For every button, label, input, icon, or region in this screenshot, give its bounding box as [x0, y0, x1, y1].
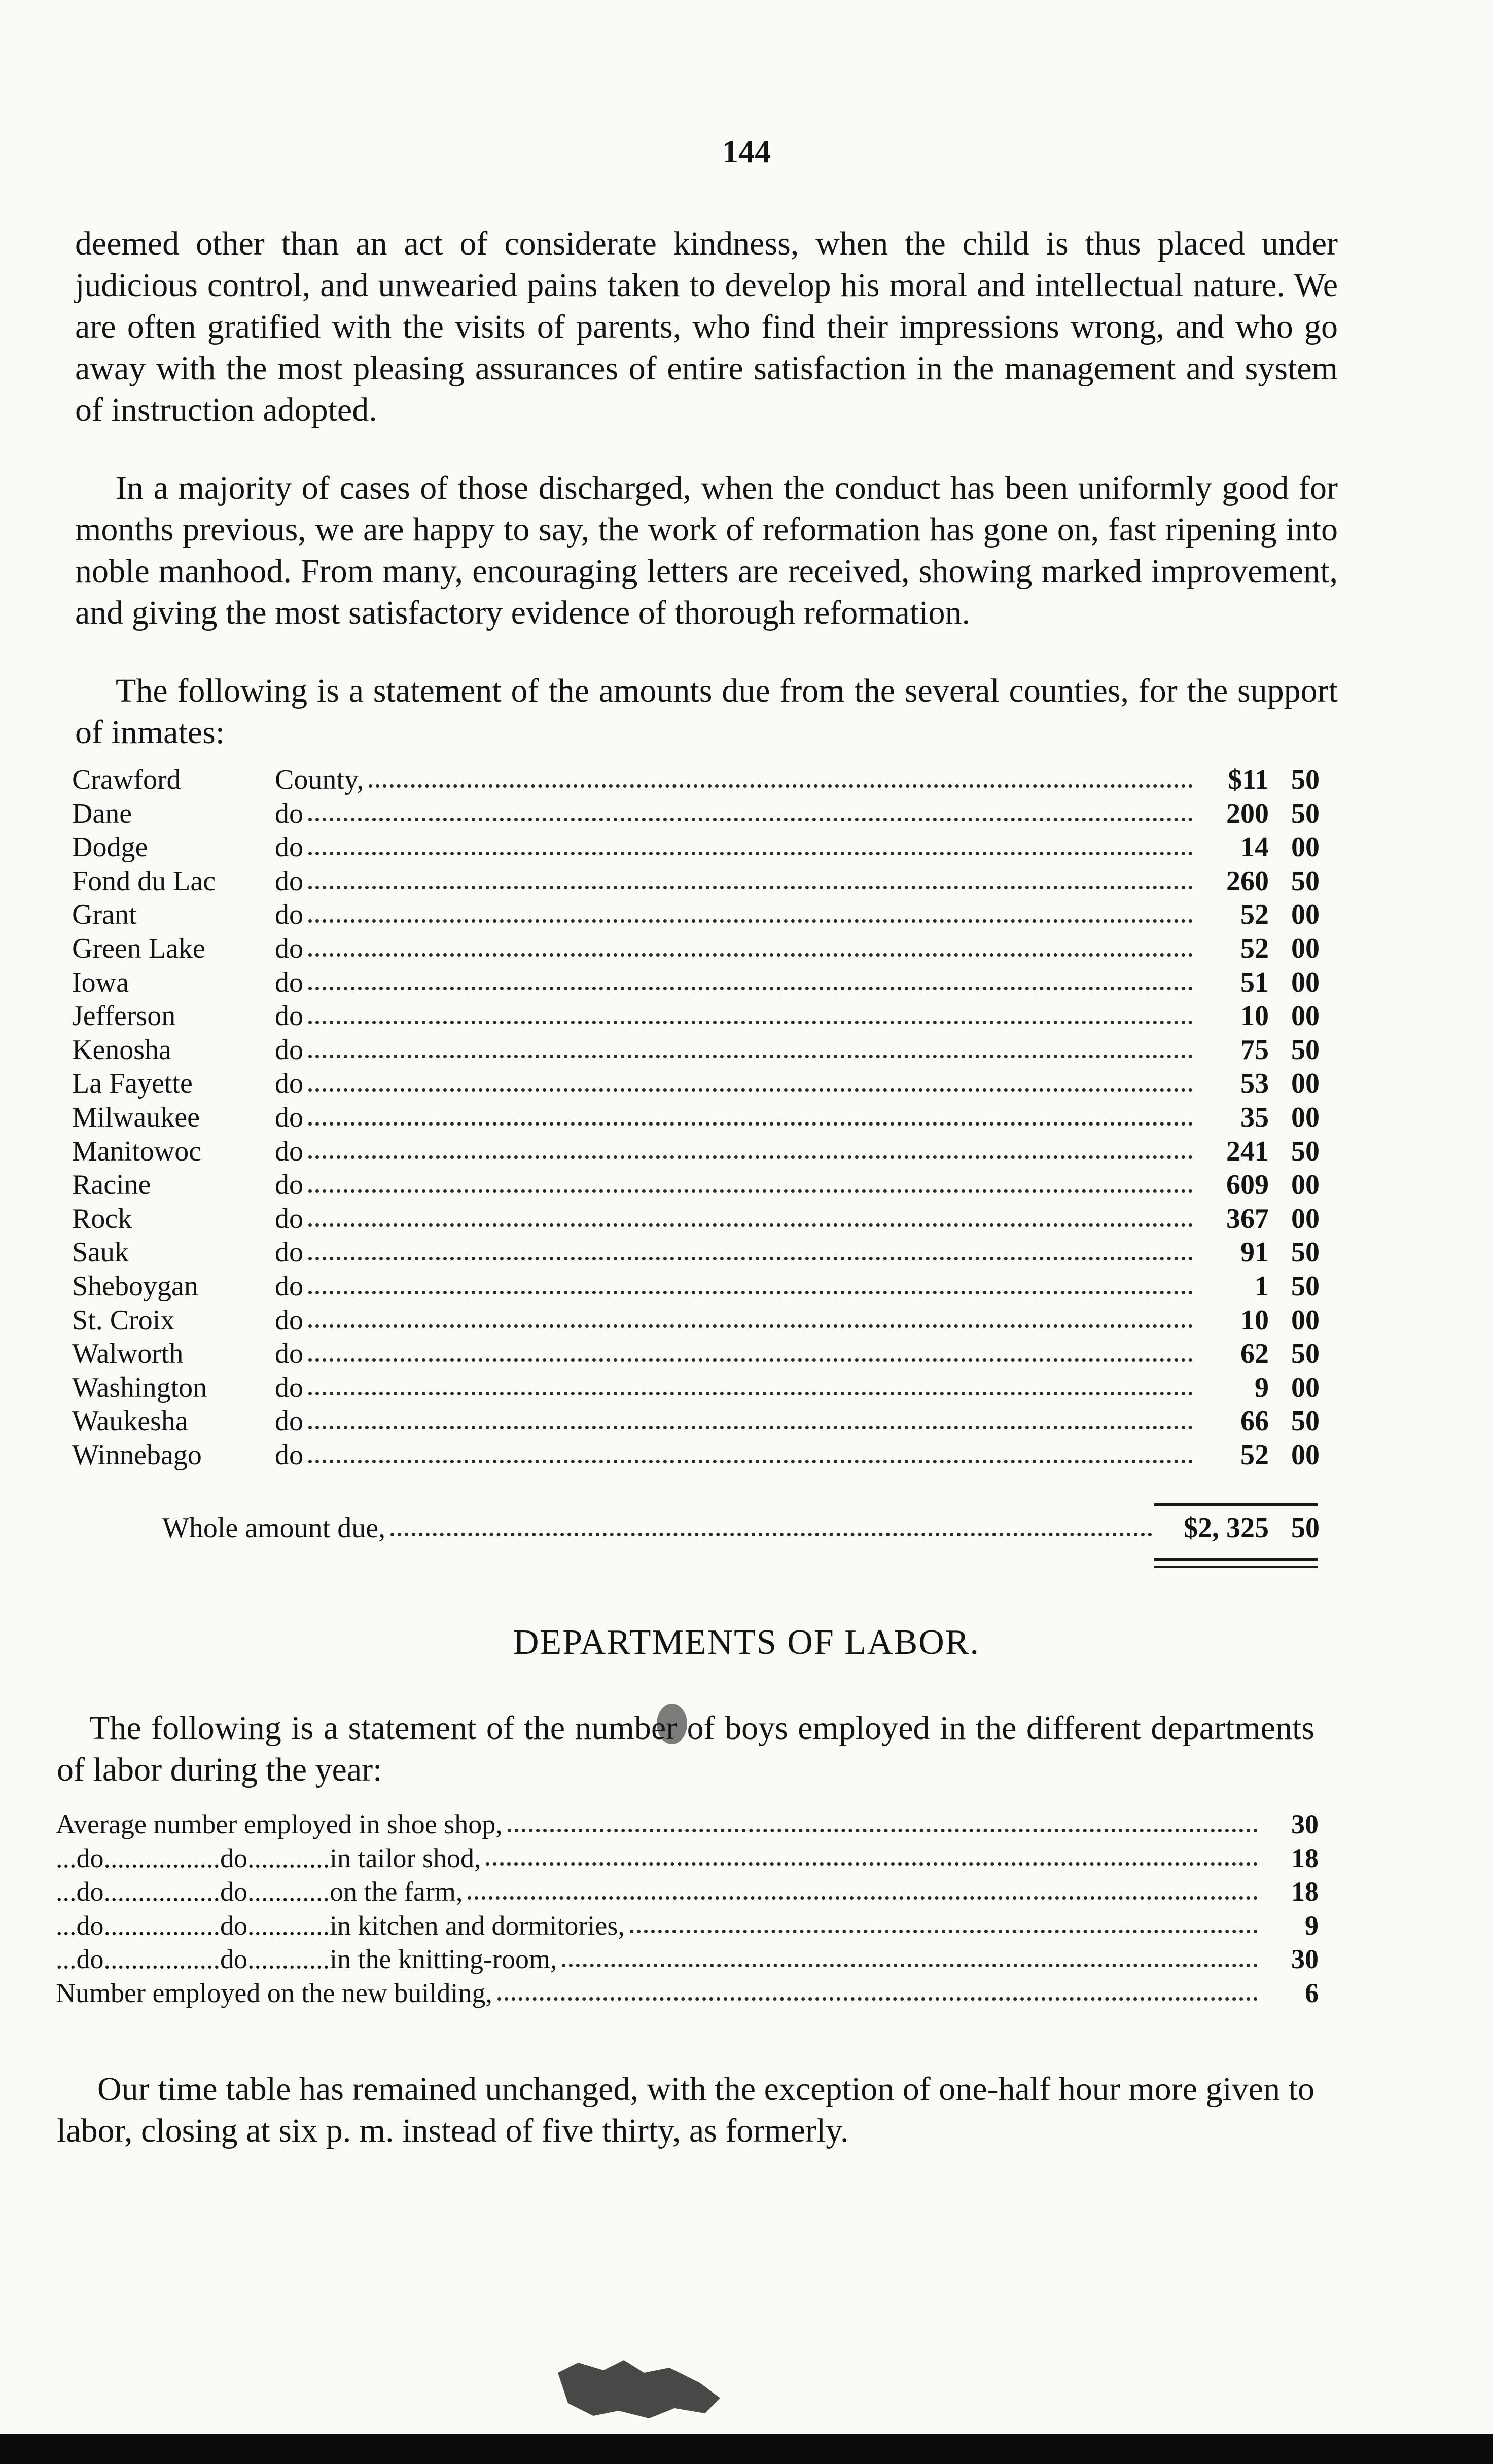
- leader-dots: [468, 1896, 1258, 1900]
- table-row: [72, 999, 1320, 1033]
- county-amount: 62 50: [1240, 1338, 1320, 1370]
- county-name: Dane: [72, 798, 132, 829]
- county-name: Crawford: [72, 764, 181, 795]
- table-row: [72, 1135, 1320, 1169]
- labor-count: 6: [1305, 1977, 1319, 2008]
- county-ditto: do: [275, 1405, 303, 1437]
- county-amount: 52 00: [1240, 932, 1320, 964]
- total-double-rule: [1154, 1558, 1318, 1561]
- county-name: Jefferson: [72, 1000, 176, 1032]
- table-row: [72, 932, 1320, 966]
- leader-dots: [308, 1021, 1193, 1024]
- county-amount: 66 50: [1240, 1405, 1320, 1437]
- county-ditto: do: [275, 831, 303, 863]
- county-ditto: do: [275, 1169, 303, 1201]
- county-name: St. Croix: [72, 1304, 175, 1336]
- county-ditto: do: [275, 1439, 303, 1471]
- leader-dots: [308, 1257, 1193, 1260]
- county-amount: 51 00: [1240, 966, 1320, 998]
- labor-count: 18: [1291, 1842, 1319, 1873]
- labor-description: Average number employed in shoe shop,: [56, 1809, 503, 1839]
- leader-dots: [486, 1862, 1258, 1866]
- table-row: [56, 1807, 1319, 1841]
- labor-table: [56, 1807, 1319, 2010]
- leader-dots: [308, 886, 1193, 889]
- paragraph-discipline: deemed other than an act of considerate kindness, when the child is thus placed under judicious control, and unwearied pains taken to develop his moral and intellectual nature. We are often gratified with the visits of parents, who find their impressions wrong, and who go away with the most pleasing assurances of entire satisfaction in the management and system of instruction adopted.: [75, 225, 1338, 428]
- ink-blot-mark: [548, 2352, 730, 2423]
- county-ditto: do: [275, 1237, 303, 1269]
- table-row: [56, 1942, 1319, 1976]
- leader-dots: [308, 1122, 1193, 1126]
- leader-dots: [308, 1189, 1193, 1193]
- table-row: [56, 1976, 1319, 2010]
- county-name: Washington: [72, 1371, 207, 1403]
- leader-dots: [308, 1324, 1193, 1328]
- leader-dots: [308, 987, 1193, 990]
- county-ditto: do: [275, 932, 303, 964]
- table-row: [72, 1303, 1320, 1337]
- paragraph-time-table: Our time table has remained unchanged, with the exception of one-half hour more given to labor, closing at six p. m. instead of five thirty, as formerly.: [57, 2071, 1314, 2149]
- table-row: [56, 1909, 1319, 1943]
- scan-bottom-edge: [0, 2434, 1493, 2464]
- table-row: [72, 797, 1320, 831]
- table-row: [72, 966, 1320, 1000]
- county-amount: 53 00: [1240, 1068, 1320, 1100]
- county-ditto: do: [275, 798, 303, 829]
- county-ditto: do: [275, 1135, 303, 1167]
- county-name: Sauk: [72, 1237, 129, 1269]
- paragraph-labor-intro: The following is a statement of the number of boys employed in the different departments of labor during the year:: [57, 1710, 1314, 1788]
- table-row: [72, 864, 1320, 898]
- leader-dots: [308, 919, 1193, 923]
- leader-dots: [508, 1829, 1258, 1832]
- county-amount: 367 00: [1226, 1203, 1320, 1235]
- total-rule: [1154, 1503, 1318, 1506]
- county-name: Manitowoc: [72, 1135, 202, 1167]
- table-row: [72, 1371, 1320, 1405]
- county-name: Dodge: [72, 831, 148, 863]
- leader-dots: [562, 1964, 1258, 1967]
- labor-description: ...do.................do............on the farm,: [56, 1876, 463, 1907]
- county-amount: 10 00: [1240, 1304, 1320, 1336]
- county-ditto: do: [275, 1338, 303, 1370]
- leader-dots: [308, 1055, 1193, 1058]
- county-name: Milwaukee: [72, 1101, 200, 1133]
- leader-dots: [308, 818, 1193, 821]
- county-ditto: do: [275, 1304, 303, 1336]
- county-name: Racine: [72, 1169, 151, 1201]
- labor-count: 9: [1305, 1910, 1319, 1941]
- total-amount: $2, 325 50: [1184, 1512, 1320, 1544]
- county-amount: 200 50: [1226, 798, 1320, 829]
- county-ditto: do: [275, 1371, 303, 1403]
- county-ditto: do: [275, 1034, 303, 1066]
- labor-description: Number employed on the new building,: [56, 1977, 492, 2008]
- county-amount: 260 50: [1226, 865, 1320, 897]
- total-label: Whole amount due,: [162, 1512, 386, 1544]
- leader-dots: [308, 1291, 1193, 1294]
- leader-dots: [308, 852, 1193, 855]
- county-amount: 52 00: [1240, 899, 1320, 931]
- county-ditto: do: [275, 966, 303, 998]
- county-ditto: do: [275, 865, 303, 897]
- county-name: La Fayette: [72, 1068, 193, 1100]
- county-amount: 35 00: [1240, 1101, 1320, 1133]
- paragraph-discharged: In a majority of cases of those discharged, when the conduct has been uniformly good for months previous, we are happy to say, the work of reformation has gone on, fast ripening into noble manhood. From many, encouraging letters are received, showing marked improvement, and giving the most satisfactory evidence of thorough reformation.: [75, 469, 1338, 631]
- leader-dots: [630, 1930, 1258, 1933]
- labor-count: 18: [1291, 1876, 1319, 1907]
- county-amount: 10 00: [1240, 1000, 1320, 1032]
- county-name: Walworth: [72, 1338, 184, 1370]
- table-row: [72, 1067, 1320, 1101]
- labor-count: 30: [1291, 1944, 1319, 1974]
- county-name: Fond du Lac: [72, 865, 216, 897]
- county-amount: 91 50: [1240, 1237, 1320, 1269]
- table-row: [72, 1101, 1320, 1135]
- table-row: [72, 763, 1320, 797]
- county-amount: 241 50: [1226, 1135, 1320, 1167]
- county-ditto: do: [275, 1068, 303, 1100]
- table-row: [72, 1270, 1320, 1303]
- total-double-rule: [1154, 1566, 1318, 1568]
- table-row: [72, 1404, 1320, 1438]
- county-amount: 9 00: [1255, 1371, 1320, 1403]
- county-amount: 1 50: [1255, 1270, 1320, 1302]
- leader-dots: [308, 953, 1193, 957]
- section-heading: DEPARTMENTS OF LABOR.: [513, 1623, 980, 1662]
- table-row: [56, 1875, 1319, 1909]
- county-ditto: do: [275, 1270, 303, 1302]
- county-amount: 14 00: [1240, 831, 1320, 863]
- table-row: [72, 1202, 1320, 1236]
- leader-dots: [308, 1155, 1193, 1159]
- county-name: Green Lake: [72, 932, 205, 964]
- table-row: [72, 1438, 1320, 1472]
- table-row: [72, 1168, 1320, 1202]
- leader-dots: [308, 1426, 1193, 1429]
- labor-description: ...do.................do............in tailor shod,: [56, 1842, 481, 1873]
- county-name: Waukesha: [72, 1405, 188, 1437]
- paragraph-counties-intro: The following is a statement of the amounts due from the several counties, for the support of inmates:: [75, 672, 1338, 751]
- county-name: Iowa: [72, 966, 129, 998]
- labor-count: 30: [1291, 1809, 1319, 1839]
- leader-dots: [390, 1533, 1152, 1536]
- leader-dots: [497, 1997, 1258, 2001]
- table-row: [72, 830, 1320, 864]
- county-name: Kenosha: [72, 1034, 171, 1066]
- leader-dots: [308, 1088, 1193, 1092]
- county-name: Grant: [72, 899, 137, 931]
- table-row: [72, 1337, 1320, 1371]
- leader-dots: [308, 1223, 1193, 1227]
- page-number: 144: [722, 133, 771, 169]
- table-row: [72, 898, 1320, 932]
- county-ditto: do: [275, 899, 303, 931]
- labor-description: ...do.................do............in the knitting-room,: [56, 1944, 557, 1974]
- county-ditto: do: [275, 1101, 303, 1133]
- county-amount: 52 00: [1240, 1439, 1320, 1471]
- county-amount: $11 50: [1228, 764, 1320, 795]
- leader-dots: [308, 1460, 1193, 1463]
- table-row: [56, 1841, 1319, 1875]
- county-name: Sheboygan: [72, 1270, 198, 1302]
- county-ditto: County,: [275, 764, 364, 795]
- county-ditto: do: [275, 1203, 303, 1235]
- county-name: Rock: [72, 1203, 132, 1235]
- table-row: [72, 1033, 1320, 1067]
- leader-dots: [369, 784, 1193, 788]
- labor-description: ...do.................do............in kitchen and dormitories,: [56, 1910, 625, 1941]
- county-amount: 75 50: [1240, 1034, 1320, 1066]
- county-ditto: do: [275, 1000, 303, 1032]
- county-amounts-table: [72, 763, 1320, 1472]
- table-row: [72, 1236, 1320, 1270]
- county-amount: 609 00: [1226, 1169, 1320, 1201]
- county-name: Winnebago: [72, 1439, 202, 1471]
- leader-dots: [308, 1392, 1193, 1395]
- total-row: [162, 1510, 1320, 1546]
- leader-dots: [308, 1358, 1193, 1362]
